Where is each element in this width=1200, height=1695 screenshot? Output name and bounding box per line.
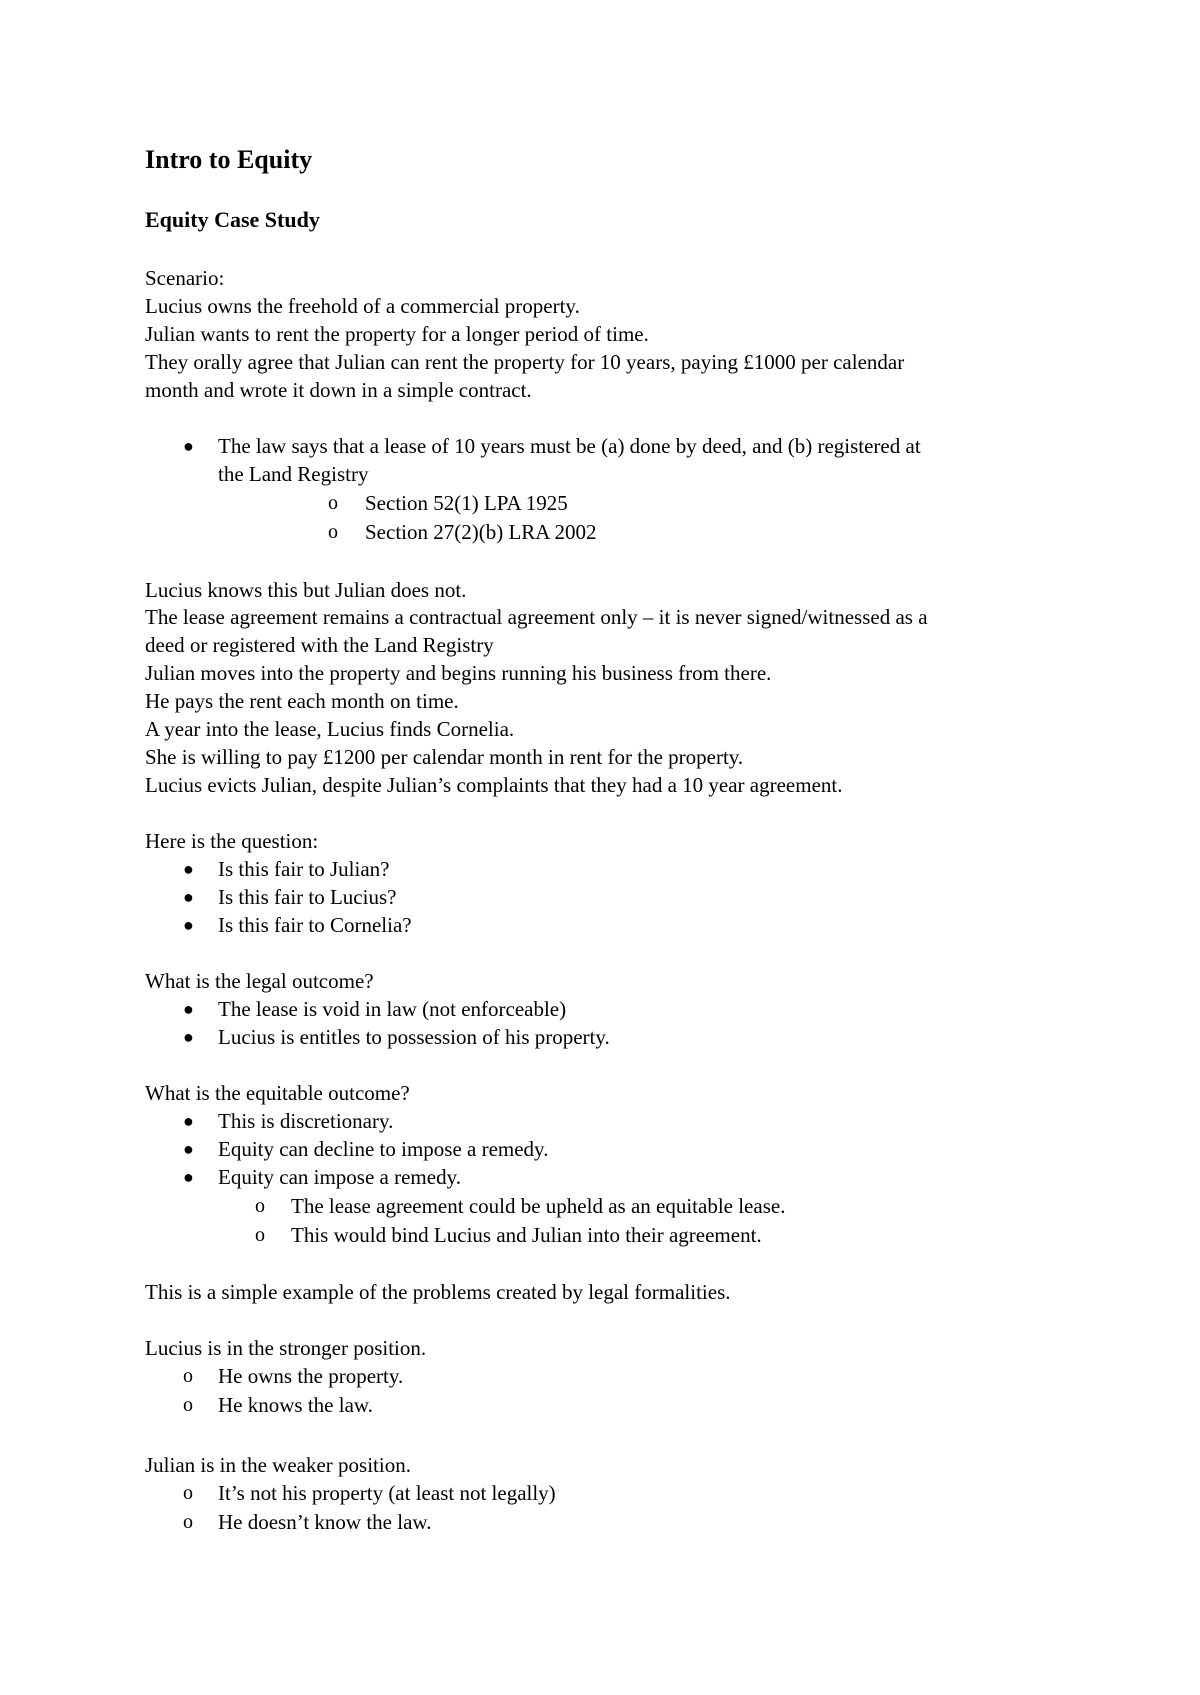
scenario-line: month and wrote it down in a simple contract.: [145, 378, 532, 402]
simple-example-line: This is a simple example of the problems created by legal formalities.: [145, 1280, 731, 1304]
circle-bullet-icon: o: [328, 521, 338, 543]
equitable-item: This is discretionary.: [218, 1109, 394, 1133]
circle-bullet-icon: o: [183, 1511, 193, 1533]
bullet-icon: ●: [183, 1027, 194, 1047]
law-sub-item: Section 52(1) LPA 1925: [365, 491, 568, 515]
legal-item: Lucius is entitles to possession of his property.: [218, 1025, 610, 1049]
story-line: A year into the lease, Lucius finds Cornelia.: [145, 717, 515, 741]
story-line: Julian moves into the property and begins running his business from there.: [145, 661, 772, 685]
legal-item: The lease is void in law (not enforceable): [218, 997, 567, 1021]
question-item: Is this fair to Lucius?: [218, 885, 397, 909]
circle-bullet-icon: o: [255, 1195, 265, 1217]
circle-bullet-icon: o: [183, 1394, 193, 1416]
weaker-item: It’s not his property (at least not legally): [218, 1481, 556, 1505]
equitable-sub-item: This would bind Lucius and Julian into their agreement.: [291, 1223, 762, 1247]
story-line: The lease agreement remains a contractual agreement only – it is never signed/witnessed as a: [145, 605, 928, 629]
equitable-item: Equity can impose a remedy.: [218, 1165, 461, 1189]
circle-bullet-icon: o: [183, 1365, 193, 1387]
equitable-item: Equity can decline to impose a remedy.: [218, 1137, 549, 1161]
story-line: He pays the rent each month on time.: [145, 689, 459, 713]
equitable-heading: What is the equitable outcome?: [145, 1081, 410, 1105]
story-line: Lucius knows this but Julian does not.: [145, 578, 467, 602]
law-sub-item: Section 27(2)(b) LRA 2002: [365, 520, 597, 544]
scenario-line: Lucius owns the freehold of a commercial property.: [145, 294, 580, 318]
law-bullet-text: the Land Registry: [218, 462, 369, 486]
bullet-icon: ●: [183, 859, 194, 879]
scenario-line: Julian wants to rent the property for a longer period of time.: [145, 322, 649, 346]
scenario-line: They orally agree that Julian can rent the property for 10 years, paying £1000 per calendar: [145, 350, 905, 374]
scenario-label: Scenario:: [145, 266, 225, 290]
bullet-icon: ●: [183, 915, 194, 935]
question-item: Is this fair to Cornelia?: [218, 913, 412, 937]
bullet-icon: ●: [183, 436, 194, 456]
circle-bullet-icon: o: [255, 1224, 265, 1246]
question-heading: Here is the question:: [145, 829, 319, 853]
bullet-icon: ●: [183, 1111, 194, 1131]
weaker-item: He doesn’t know the law.: [218, 1510, 432, 1534]
legal-heading: What is the legal outcome?: [145, 969, 374, 993]
circle-bullet-icon: o: [183, 1482, 193, 1504]
bullet-icon: ●: [183, 887, 194, 907]
stronger-item: He owns the property.: [218, 1364, 404, 1388]
document-title: Intro to Equity: [145, 145, 313, 174]
equitable-sub-item: The lease agreement could be upheld as an equitable lease.: [291, 1194, 786, 1218]
stronger-item: He knows the law.: [218, 1393, 373, 1417]
story-line: deed or registered with the Land Registry: [145, 633, 494, 657]
stronger-heading: Lucius is in the stronger position.: [145, 1336, 427, 1360]
story-line: Lucius evicts Julian, despite Julian’s complaints that they had a 10 year agreement.: [145, 773, 843, 797]
weaker-heading: Julian is in the weaker position.: [145, 1453, 411, 1477]
story-line: She is willing to pay £1200 per calendar month in rent for the property.: [145, 745, 744, 769]
bullet-icon: ●: [183, 999, 194, 1019]
bullet-icon: ●: [183, 1139, 194, 1159]
document-subtitle: Equity Case Study: [145, 207, 320, 232]
bullet-icon: ●: [183, 1167, 194, 1187]
law-bullet-text: The law says that a lease of 10 years must be (a) done by deed, and (b) registered at: [218, 434, 921, 458]
question-item: Is this fair to Julian?: [218, 857, 390, 881]
circle-bullet-icon: o: [328, 492, 338, 514]
